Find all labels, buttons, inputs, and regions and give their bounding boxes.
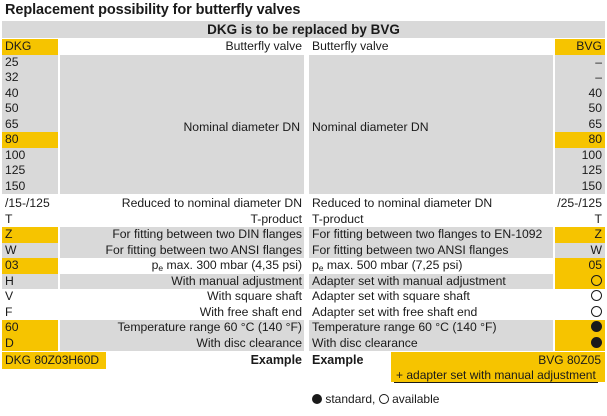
bvg-dn-block	[309, 55, 605, 195]
bvg-row-desc	[309, 258, 553, 274]
pressure-subscript: e	[318, 263, 324, 273]
pressure-subscript: e	[158, 263, 164, 273]
bvg-example-box	[391, 352, 605, 382]
bvg-dn-codes	[555, 55, 605, 195]
bvg-row	[309, 289, 605, 305]
dkg-row-code: Z	[2, 227, 58, 243]
bvg-row-code: W	[555, 243, 605, 259]
pressure-symbol: p	[151, 258, 159, 272]
filled-circle-icon	[591, 321, 602, 332]
dkg-row	[2, 243, 304, 259]
bvg-row	[309, 320, 605, 336]
bvg-row	[309, 212, 605, 228]
dkg-dn-block	[2, 55, 304, 195]
bvg-row-code	[555, 336, 605, 352]
dkg-dn-desc	[60, 55, 304, 195]
dkg-example	[2, 352, 304, 369]
dkg-header-code: DKG	[2, 39, 58, 55]
bvg-dn-code: 65	[555, 117, 605, 133]
bvg-dn-desc	[309, 55, 553, 195]
table-subtitle: DKG is to be replaced by BVG	[2, 21, 605, 38]
bvg-dn-label: Nominal diameter DN	[312, 119, 429, 134]
dkg-dn-code: 65	[2, 117, 58, 133]
bvg-example	[309, 352, 605, 382]
dkg-row-code: V	[2, 289, 58, 305]
bvg-row-code	[555, 320, 605, 336]
dkg-row	[2, 320, 304, 336]
page-title: Replacement possibility for butterfly valves	[5, 2, 301, 18]
dkg-row-desc: With free shaft end	[60, 305, 304, 321]
dkg-dn-code: 25	[2, 55, 58, 71]
bvg-dn-code: –	[555, 70, 605, 86]
bvg-row-desc: For fitting between two ANSI flanges	[309, 243, 553, 259]
bvg-dn-code: 150	[555, 179, 605, 195]
bvg-dn-code: –	[555, 55, 605, 71]
dkg-header-row	[2, 39, 304, 55]
pressure-text: max. 500 mbar (7,25 psi)	[323, 258, 463, 272]
bvg-row-code: /25-/125	[555, 196, 605, 212]
bvg-row-desc: Adapter set with square shaft	[309, 289, 553, 305]
dkg-example-label: Example	[250, 353, 302, 367]
open-circle-icon	[379, 394, 389, 404]
bvg-header-code: BVG	[555, 39, 605, 55]
bvg-row-code	[555, 289, 605, 305]
open-circle-icon	[591, 306, 602, 317]
bvg-row-code	[555, 305, 605, 321]
dkg-row-desc: For fitting between two ANSI flanges	[60, 243, 304, 259]
dkg-dn-code: 40	[2, 86, 58, 102]
dkg-row-code: 60	[2, 320, 58, 336]
bvg-row-desc: T-product	[309, 212, 553, 228]
legend	[312, 392, 439, 406]
bvg-row-code	[555, 274, 605, 290]
bvg-row	[309, 258, 605, 274]
dkg-dn-code: 100	[2, 148, 58, 164]
bvg-header-desc: Butterfly valve	[309, 39, 553, 55]
dkg-row	[2, 305, 304, 321]
bvg-row	[309, 243, 605, 259]
dkg-dn-codes	[2, 55, 58, 195]
dkg-row-desc: With disc clearance	[60, 336, 304, 352]
bvg-row-desc: Adapter set with manual adjustment	[309, 274, 553, 290]
dkg-row-desc: With square shaft	[60, 289, 304, 305]
bvg-row	[309, 227, 605, 243]
dkg-row	[2, 336, 304, 352]
bvg-dn-code: 100	[555, 148, 605, 164]
dkg-row-code: /15-/125	[2, 196, 58, 212]
dkg-row-code: F	[2, 305, 58, 321]
bvg-row	[309, 305, 605, 321]
bvg-row-desc: For fitting between two flanges to EN-1092	[309, 227, 553, 243]
dkg-row-desc	[60, 258, 304, 274]
bvg-row-desc: Adapter set with free shaft end	[309, 305, 553, 321]
dkg-row-desc: T-product	[60, 212, 304, 228]
dkg-row-desc: For fitting between two DIN flanges	[60, 227, 304, 243]
dkg-dn-code: 150	[2, 179, 58, 195]
legend-available: available	[392, 392, 440, 406]
dkg-dn-code: 80	[2, 132, 58, 148]
bvg-row	[309, 196, 605, 212]
dkg-row-code: H	[2, 274, 58, 290]
bvg-row-desc: With disc clearance	[309, 336, 553, 352]
bvg-dn-code: 125	[555, 163, 605, 179]
bvg-row	[309, 274, 605, 290]
legend-standard: standard,	[325, 392, 376, 406]
dkg-dn-label: Nominal diameter DN	[183, 119, 300, 134]
bvg-column	[309, 39, 605, 351]
dkg-column	[2, 39, 304, 351]
bvg-example-code: BVG 80Z05	[538, 353, 601, 367]
open-circle-icon	[591, 275, 602, 286]
dkg-row	[2, 258, 304, 274]
bvg-example-note: + adapter set with manual adjustment	[396, 368, 596, 382]
dkg-row-desc: Temperature range 60 °C (140 °F)	[60, 320, 304, 336]
dkg-row	[2, 289, 304, 305]
dkg-dn-code: 125	[2, 163, 58, 179]
dkg-row-code: T	[2, 212, 58, 228]
dkg-row	[2, 196, 304, 212]
dkg-row-desc: Reduced to nominal diameter DN	[60, 196, 304, 212]
dkg-header-desc: Butterfly valve	[60, 39, 304, 55]
bvg-example-label: Example	[312, 353, 364, 367]
bvg-dn-code: 50	[555, 101, 605, 117]
bvg-dn-code: 40	[555, 86, 605, 102]
filled-circle-icon	[312, 394, 322, 404]
filled-circle-icon	[591, 337, 602, 348]
bvg-header-row	[309, 39, 605, 55]
dkg-row-code: D	[2, 336, 58, 352]
dkg-row	[2, 274, 304, 290]
bvg-row-code: 05	[555, 258, 605, 274]
bvg-dn-code: 80	[555, 132, 605, 148]
bvg-row-code: Z	[555, 227, 605, 243]
pressure-symbol: p	[312, 258, 319, 272]
bvg-row-code: T	[555, 212, 605, 228]
dkg-dn-code: 32	[2, 70, 58, 86]
dkg-row-desc: With manual adjustment	[60, 274, 304, 290]
bvg-row-desc: Reduced to nominal diameter DN	[309, 196, 553, 212]
dkg-example-code: DKG 80Z03H60D	[2, 352, 106, 369]
dkg-row	[2, 212, 304, 228]
pressure-text: max. 300 mbar (4,35 psi)	[163, 258, 302, 272]
bvg-row	[309, 336, 605, 352]
dkg-row-code: W	[2, 243, 58, 259]
dkg-dn-code: 50	[2, 101, 58, 117]
dkg-row-code: 03	[2, 258, 58, 274]
open-circle-icon	[591, 290, 602, 301]
bvg-row-desc: Temperature range 60 °C (140 °F)	[309, 320, 553, 336]
dkg-row	[2, 227, 304, 243]
